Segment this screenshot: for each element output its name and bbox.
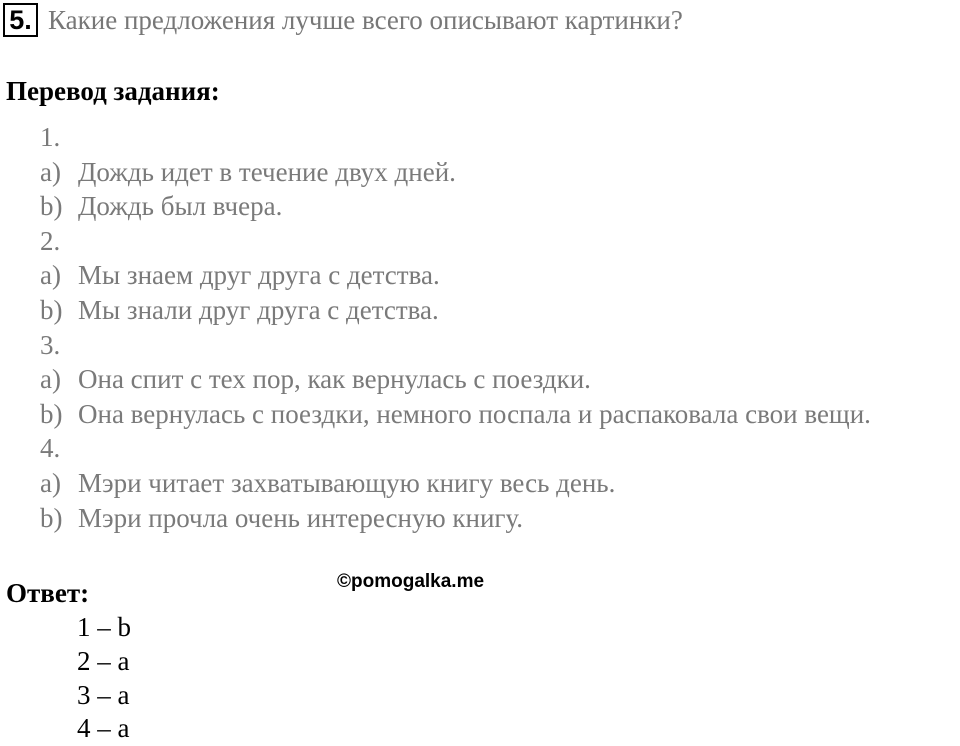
line-text: Дождь был вчера. [78,191,283,222]
translation-line [40,155,871,190]
line-text: Мэри читает захватывающую книгу весь день. [78,467,616,498]
line-marker: a) [40,364,61,395]
line-marker: b) [40,398,63,429]
line-text: Она вернулась с поездки, немного поспала и распаковала свои вещи. [78,398,871,429]
translation-line [40,431,871,466]
line-marker: 2. [40,225,61,256]
line-marker: b) [40,502,63,533]
line-marker: 1. [40,122,61,152]
line-marker: a) [40,260,61,291]
translation-line [40,466,871,501]
answer-item: 2 – a [77,645,130,676]
line-marker: 4. [40,433,61,464]
translation-lines [40,120,871,535]
watermark: ©pomogalka.me [337,571,485,592]
line-text: Дождь идет в течение двух дней. [78,156,456,187]
line-text: Мы знаем друг друга с детства. [78,260,440,291]
translation-line [40,328,871,363]
task-text: Какие предложения лучше всего описывают картинки? [48,4,683,35]
translation-line [40,258,871,293]
translation-line [40,224,871,259]
translation-line [40,120,871,155]
line-text: Она спит с тех пор, как вернулась с поездки. [78,364,591,395]
answer-list [77,611,131,746]
translation-line [40,293,871,328]
answer-item: 1 – b [77,612,131,642]
task-number: 5. [3,3,38,37]
task-header [3,2,683,38]
translation-line [40,397,871,432]
answer-item: 3 – a [77,679,130,710]
answer-heading: Ответ: [6,578,90,608]
translation-line [40,501,871,536]
line-marker: a) [40,156,61,187]
line-marker: b) [40,294,63,325]
translation-line [40,362,871,397]
line-text: Мы знали друг друга с детства. [78,294,439,325]
line-marker: 3. [40,329,61,360]
answer-item: 4 – a [77,713,130,744]
line-marker: b) [40,191,63,222]
line-text: Мэри прочла очень интересную книгу. [78,502,524,533]
line-marker: a) [40,467,61,498]
translation-line [40,189,871,224]
translation-heading: Перевод задания: [6,76,220,106]
